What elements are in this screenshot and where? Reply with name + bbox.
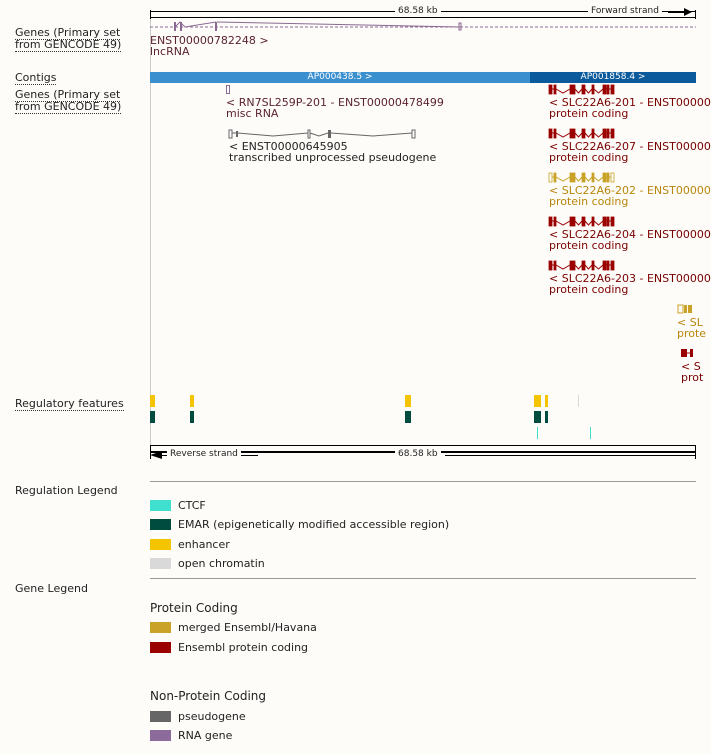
reverse-arrow-icon (150, 451, 162, 459)
cut2-model (680, 348, 696, 358)
slc201-name: < SLC22A6-201 - ENST00000 (549, 96, 711, 109)
track-label-regulatory[interactable]: Regulatory features (15, 397, 124, 410)
slc207-name: < SLC22A6-207 - ENST00000 (549, 140, 711, 153)
gene-legend-title: Gene Legend (15, 582, 88, 595)
slc204-biotype: protein coding (549, 239, 629, 252)
enhancer-feature[interactable] (545, 395, 548, 407)
slc201-model (548, 84, 618, 95)
pseudo-name: < ENST00000645905 (229, 140, 348, 153)
enhancer-swatch (150, 539, 171, 550)
slc204-name: < SLC22A6-204 - ENST00000 (549, 228, 711, 241)
contig-AP001858[interactable]: AP001858.4 > (530, 72, 696, 83)
enhancer-feature[interactable] (534, 395, 541, 407)
rna-gene-swatch (150, 730, 171, 741)
enhancer-feature[interactable] (190, 395, 194, 407)
emar-swatch (150, 519, 171, 530)
cut1-biotype: prote (677, 327, 707, 340)
protein-coding-title: Protein Coding (150, 601, 238, 615)
rn7-name: < RN7SL259P-201 - ENST00000478499 (226, 96, 444, 109)
emar-feature[interactable] (150, 411, 155, 423)
slc207-biotype: protein coding (549, 151, 629, 164)
legend-divider (150, 578, 696, 579)
ctcf-swatch (150, 500, 171, 511)
cut2-biotype: prot (681, 371, 704, 384)
slc203-model (548, 260, 618, 271)
emar-feature[interactable] (534, 411, 541, 423)
emar-feature[interactable] (545, 411, 548, 423)
forward-strand-label: Forward strand (588, 6, 662, 16)
merged-swatch (150, 622, 171, 633)
ctcf-feature[interactable] (537, 427, 538, 439)
slc202-model (548, 172, 618, 183)
contig-AP000438[interactable]: AP000438.5 > (150, 72, 530, 83)
pseudogene-swatch (150, 711, 171, 722)
cut1-name: < SL (677, 316, 703, 329)
slc202-name: < SLC22A6-202 - ENST00000 (549, 184, 711, 197)
pseudo-gene-model (228, 128, 418, 140)
ctcf-feature[interactable] (590, 427, 591, 439)
lnc-gene-name: ENST00000782248 > (150, 34, 269, 47)
ctcf-legend-label: CTCF (178, 499, 206, 512)
legend-divider (150, 481, 696, 482)
non-protein-coding-title: Non-Protein Coding (150, 689, 267, 703)
open-chromatin-feature[interactable] (578, 395, 579, 407)
enhancer-feature[interactable] (150, 395, 155, 407)
emar-feature[interactable] (405, 411, 411, 423)
enhancer-feature[interactable] (405, 395, 411, 407)
bottom-scale-length: 68.58 kb (395, 449, 441, 459)
lnc-gene-biotype: lncRNA (150, 45, 190, 58)
emar-feature[interactable] (190, 411, 194, 423)
rn7-exon (226, 85, 230, 94)
reverse-strand-label: Reverse strand (167, 449, 241, 459)
slc203-name: < SLC22A6-203 - ENST00000 (549, 272, 711, 285)
slc203-biotype: protein coding (549, 283, 629, 296)
top-scale-length: 68.58 kb (395, 6, 441, 16)
track-label-genes-reverse[interactable]: Genes (Primary set from GENCODE 49) (15, 88, 122, 113)
lnc-gene-model (150, 20, 696, 34)
emar-legend-label: EMAR (epigenetically modified accessible region) (178, 518, 450, 531)
ensembl-pc-swatch (150, 642, 171, 653)
slc207-model (548, 128, 618, 139)
rn7-biotype: misc RNA (226, 107, 279, 120)
track-label-genes-forward[interactable]: Genes (Primary set from GENCODE 49) (15, 26, 122, 51)
forward-arrow-icon (684, 8, 692, 16)
merged-legend-label: merged Ensembl/Havana (178, 621, 317, 634)
cut1-model (677, 304, 696, 314)
slc202-biotype: protein coding (549, 195, 629, 208)
pseudo-biotype: transcribed unprocessed pseudogene (229, 151, 437, 164)
regulation-legend-title: Regulation Legend (15, 484, 118, 497)
open-chromatin-legend-label: open chromatin (178, 557, 265, 570)
rna-gene-legend-label: RNA gene (178, 729, 233, 742)
slc204-model (548, 216, 618, 227)
enhancer-legend-label: enhancer (178, 538, 230, 551)
slc201-biotype: protein coding (549, 107, 629, 120)
pseudogene-legend-label: pseudogene (178, 710, 246, 723)
cut2-name: < S (681, 360, 701, 373)
open-chromatin-swatch (150, 558, 171, 569)
track-label-contigs[interactable]: Contigs (15, 71, 57, 84)
ensembl-pc-legend-label: Ensembl protein coding (178, 641, 309, 654)
